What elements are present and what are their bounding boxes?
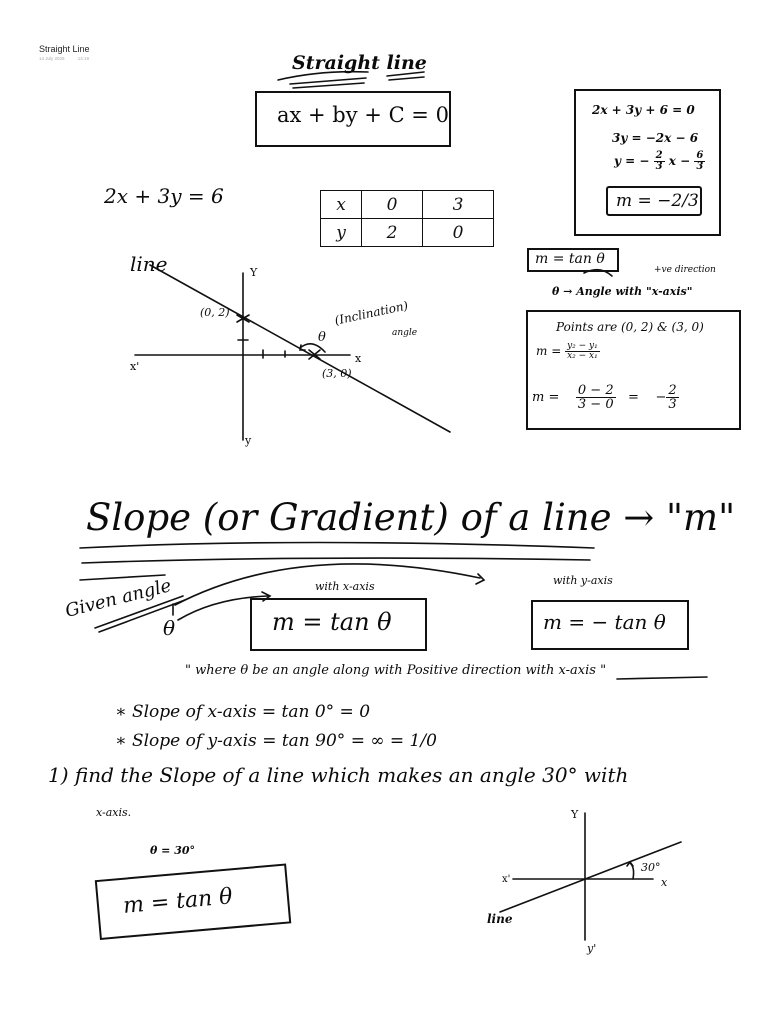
general-form-box — [255, 91, 451, 147]
derivation-line-2: 3y = −2x − 6 — [612, 131, 699, 145]
graph2-x-prime-label: x' — [502, 874, 511, 885]
derivation-box — [574, 89, 721, 236]
general-form-equation: ax + by + C = 0 — [277, 103, 449, 127]
answer-box — [95, 863, 291, 940]
graph2-y-prime-label: y' — [587, 942, 597, 955]
graph1-point-a: (0, 2) — [200, 306, 230, 319]
table-row-y — [321, 219, 494, 247]
table-row-label: x — [321, 191, 362, 219]
fraction: $\frac{0 - 2}{3 - 0}$ — [577, 383, 614, 412]
table-cell: 3 — [423, 191, 494, 219]
graph1-x-label: x — [355, 352, 362, 365]
table-row-label: y — [321, 219, 362, 247]
answer-formula: m = tan θ — [122, 884, 234, 919]
slope-result-box — [606, 186, 702, 216]
formula-x-axis-box — [250, 598, 427, 651]
xy-value-table — [320, 190, 494, 247]
page-title: Straight Line — [39, 44, 90, 54]
slope-calculation: m = $\frac{0 - 2}{3 - 0}$ = − $\frac{2}{3}$ — [532, 383, 677, 412]
tan-theta-box — [527, 248, 619, 272]
graph2-line-label: line — [487, 912, 513, 926]
table-cell: 0 — [362, 191, 423, 219]
fraction: $\frac{2}{3}$ — [668, 383, 677, 412]
graph2-angle-label: 30° — [641, 861, 661, 874]
table-row-x — [321, 191, 494, 219]
fraction: $\frac{\text{y₂ − y₁}}{\text{x₂ − x₁}}$ — [567, 341, 598, 361]
definition-text: " where θ be an angle along with Positive direction with x-axis " — [185, 663, 607, 678]
slope-heading: Slope (or Gradient) of a line → "m" — [86, 496, 736, 539]
graph1-y-prime-label: y — [245, 434, 252, 447]
graph1-x-prime-label: x' — [130, 360, 140, 373]
direction-note: +ve direction — [654, 265, 716, 275]
with-y-axis-label: with y-axis — [553, 574, 613, 587]
page-date: 14 July 2025 — [39, 56, 65, 61]
slope-formula: m = $\frac{\text{y₂ − y₁}}{\text{x₂ − x₁}}$ — [536, 341, 598, 361]
graph1-point-b: (3, 0) — [322, 367, 352, 380]
derivation-line-3: y = − $\frac{2}{3}$ x − $\frac{6}{3}$ — [614, 150, 704, 172]
question-text: 1) find the Slope of a line which makes an angle 30° with — [48, 763, 629, 787]
tan-theta-formula: m = tan θ — [535, 251, 605, 267]
example-equation: 2x + 3y = 6 — [104, 184, 224, 208]
formula-x-axis: m = tan θ — [272, 608, 392, 636]
bullet-x-axis-slope: ∗ Slope of x-axis = tan 0° = 0 — [115, 702, 371, 722]
given-angle-label: Given angle — [63, 575, 174, 622]
derivation-line-1: 2x + 3y + 6 = 0 — [592, 103, 695, 117]
formula-y-axis-box — [531, 600, 689, 650]
with-x-axis-label: with x-axis — [315, 580, 375, 593]
graph1-y-label: Y — [250, 266, 258, 279]
bullet-y-axis-slope: ∗ Slope of y-axis = tan 90° = ∞ = 1/0 — [115, 731, 437, 751]
graph1-theta: θ — [318, 330, 326, 345]
note-heading: Straight line — [292, 52, 427, 74]
points-line: Points are (0, 2) & (3, 0) — [556, 320, 704, 334]
theta-value: θ = 30° — [150, 844, 196, 857]
formula-y-axis: m = − tan θ — [543, 610, 666, 634]
question-text-cont: x-axis. — [96, 806, 132, 819]
theta-note: θ → Angle with "x-axis" — [552, 285, 693, 298]
graph1-angle-note: angle — [392, 328, 418, 338]
table-cell: 2 — [362, 219, 423, 247]
graph2-y-label: Y — [571, 808, 579, 821]
table-cell: 0 — [423, 219, 494, 247]
fraction: $\frac{2}{3}$ — [655, 150, 663, 172]
fraction: $\frac{6}{3}$ — [696, 150, 704, 172]
points-calculation-box — [526, 310, 741, 430]
given-theta: θ — [163, 616, 176, 640]
graph1-line-label: line — [130, 252, 168, 276]
slope-result: m = −2/3 — [616, 191, 699, 211]
page-time: 14:19 — [77, 56, 90, 61]
graph2-x-label: x — [661, 876, 668, 889]
graph1-inclination-note: (Inclination) — [333, 298, 410, 328]
page-meta — [39, 56, 101, 61]
derivation-line-3-prefix: y = − — [614, 154, 650, 168]
